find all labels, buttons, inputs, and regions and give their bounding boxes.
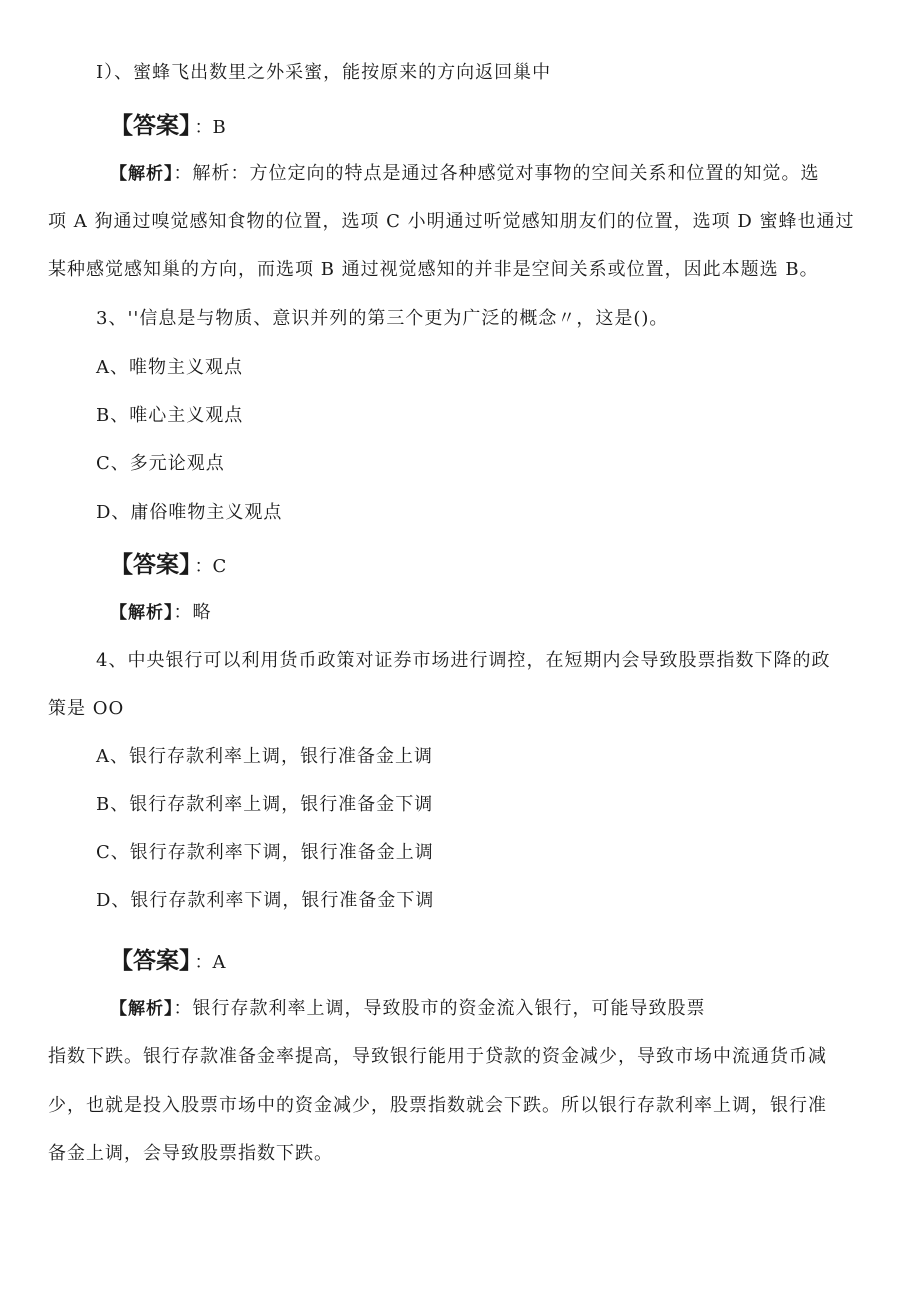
q3-analysis-label: 【解析】 <box>110 603 174 623</box>
q2-analysis-line-1 <box>110 162 820 186</box>
q4-answer <box>110 946 226 978</box>
q4-option-d: D、银行存款利率下调，银行准备金下调 <box>96 890 435 911</box>
q3-question: 3、''信息是与物质、意识并列的第三个更为广泛的概念〃，这是()。 <box>96 308 669 329</box>
q2-answer-label: 【答案】 <box>110 113 191 139</box>
q3-option-a: A、唯物主义观点 <box>96 357 243 378</box>
q3-answer <box>110 550 226 582</box>
q3-analysis <box>110 601 212 625</box>
q4-answer-label: 【答案】 <box>110 948 191 974</box>
q4-option-c: C、银行存款利率下调，银行准备金上调 <box>96 842 434 863</box>
q4-option-a: A、银行存款利率上调，银行准备金上调 <box>96 746 433 767</box>
q2-analysis-line-2: 项 A 狗通过嗅觉感知食物的位置，选项 C 小明通过听觉感知朋友们的位置，选项 D 蜜蜂也通过 <box>48 211 855 232</box>
q2-analysis-line-3: 某种感觉感知巢的方向，而选项 B 通过视觉感知的并非是空间关系或位置，因此本题选 B。 <box>48 259 819 280</box>
q2-answer-value: ：B <box>194 117 226 138</box>
q4-analysis-line-2: 指数下跌。银行存款准备金率提高，导致银行能用于贷款的资金减少，导致市场中流通货币减 <box>48 1046 827 1067</box>
q4-question-line-1: 4、中央银行可以利用货币政策对证券市场进行调控，在短期内会导致股票指数下降的政 <box>96 650 831 671</box>
q2-analysis-text-1: ：解析：方位定向的特点是通过各种感觉对事物的空间关系和位置的知觉。选 <box>173 163 820 184</box>
q4-analysis-line-3: 少，也就是投入股票市场中的资金减少，股票指数就会下跌。所以银行存款利率上调，银行准 <box>48 1095 827 1116</box>
q4-analysis-text-1: ：银行存款利率上调，导致股市的资金流入银行，可能导致股票 <box>173 998 706 1019</box>
q3-option-c: C、多元论观点 <box>96 453 225 474</box>
q2-analysis-label: 【解析】 <box>110 164 174 184</box>
q3-answer-value: ：C <box>194 556 227 577</box>
q4-answer-value: ：A <box>194 952 226 973</box>
q3-option-b: B、唯心主义观点 <box>96 405 244 426</box>
q3-analysis-text: ：略 <box>173 602 212 623</box>
q3-answer-label: 【答案】 <box>110 552 191 578</box>
q4-analysis-line-1 <box>110 997 706 1021</box>
q3-option-d: D、庸俗唯物主义观点 <box>96 502 283 523</box>
q2-option-d: I）、蜜蜂飞出数里之外采蜜，能按原来的方向返回巢中 <box>96 62 552 83</box>
q4-question-line-2: 策是 OO <box>48 698 125 719</box>
q2-answer <box>110 111 226 143</box>
q4-analysis-label: 【解析】 <box>110 999 174 1019</box>
q4-analysis-line-4: 备金上调，会导致股票指数下跌。 <box>48 1143 333 1164</box>
q4-option-b: B、银行存款利率上调，银行准备金下调 <box>96 794 434 815</box>
